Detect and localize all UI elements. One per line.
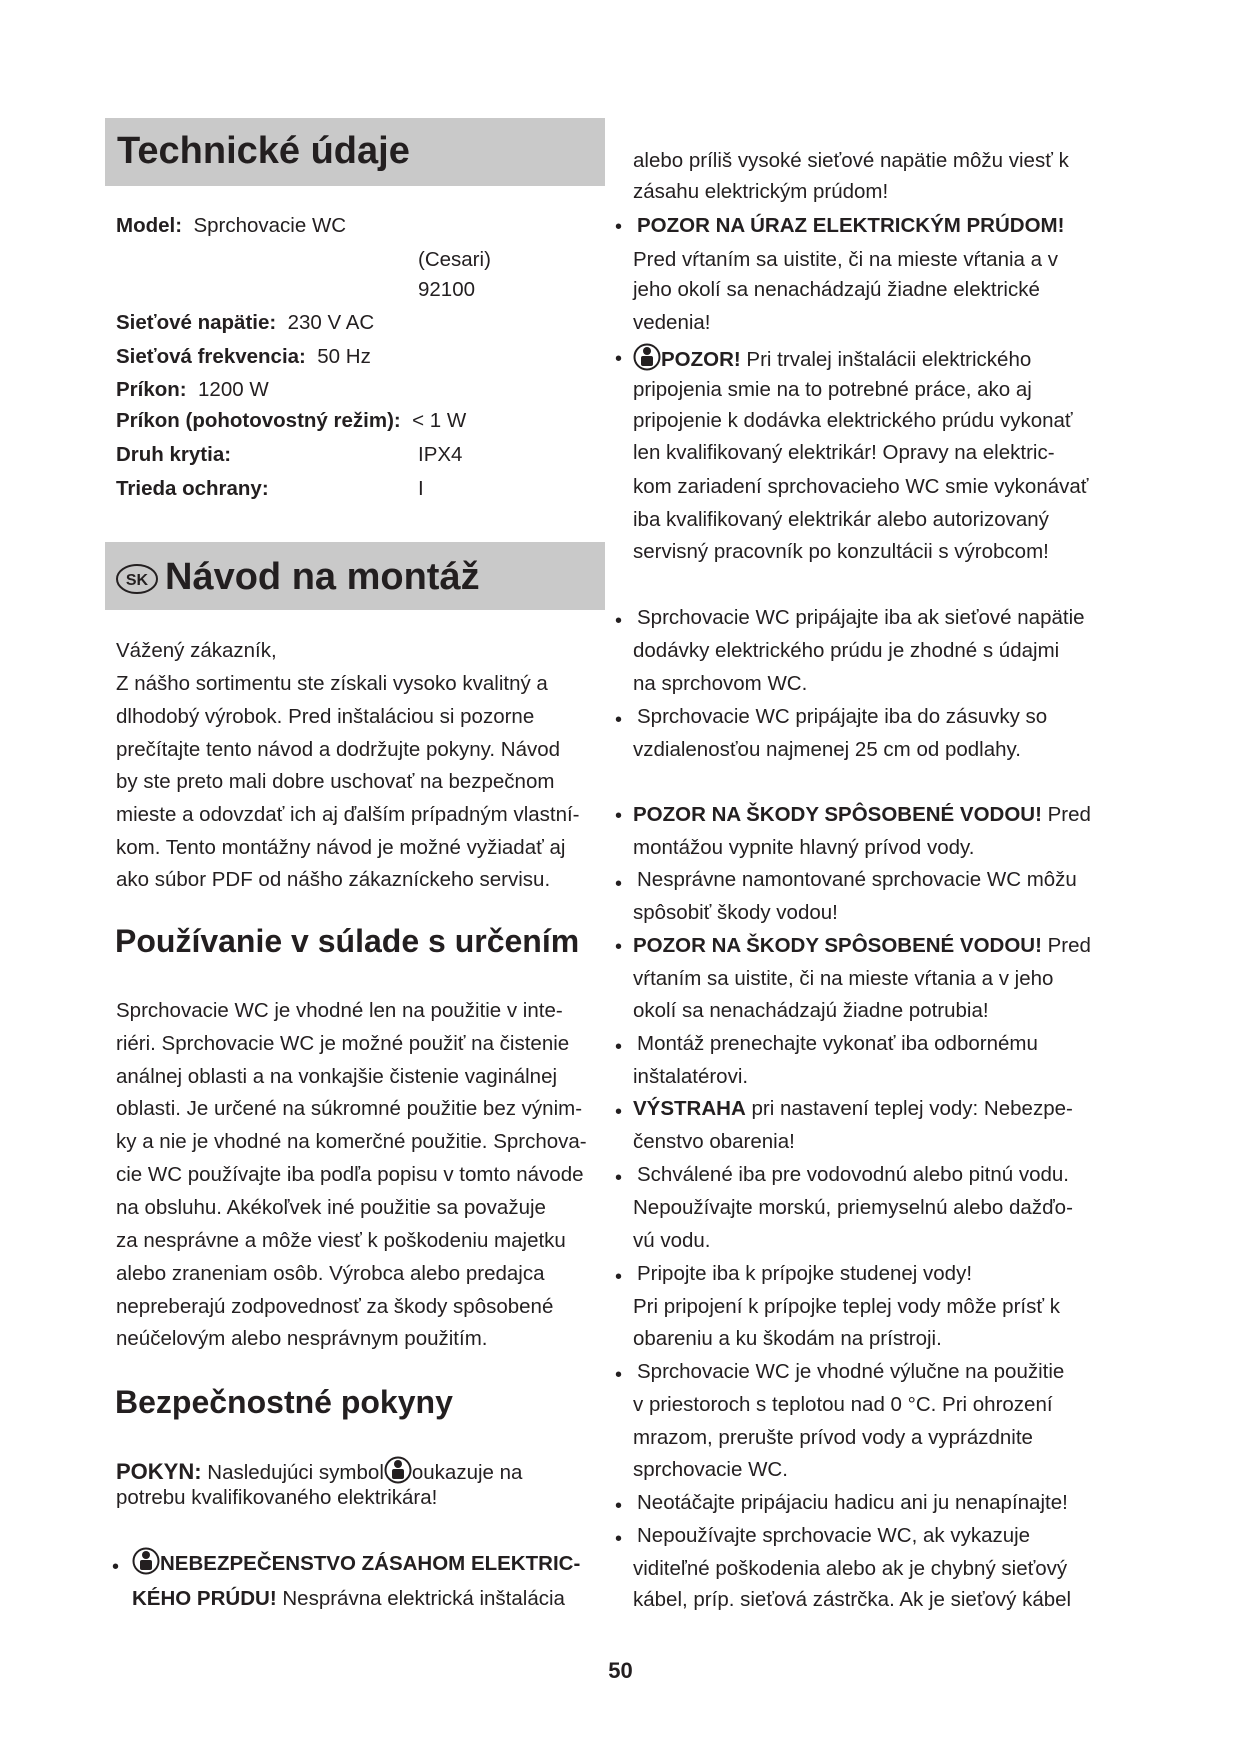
intro-line: mieste a odovzdať ich aj ďalším prípadným vlastní- (116, 803, 580, 826)
list-line: dodávky elektrického prúdu je zhodné s údajmi (633, 639, 1060, 662)
list-line: Pri pripojení k prípojke teplej vody môže prísť k (633, 1295, 1060, 1318)
spec-model-name: (Cesari) (418, 248, 491, 271)
usage-line: riéri. Sprchovacie WC je možné použiť na čistenie (116, 1032, 570, 1055)
list-line: Nepoužívajte sprchovacie WC, ak vykazuje (637, 1524, 1031, 1547)
list-line: v priestoroch s teplotou nad 0 °C. Pri ohrození (633, 1393, 1053, 1416)
list-line: Nepoužívajte morskú, priemyselnú alebo dažďo- (633, 1196, 1073, 1219)
electrician-icon (132, 1546, 160, 1576)
usage-line: alebo zraneniam osôb. Výrobca alebo predajca (116, 1262, 545, 1285)
usage-line: nepreberajú zodpovednosť za škody spôsobené (116, 1295, 554, 1318)
intro-line: Z nášho sortimentu ste získali vysoko kvalitný a (116, 672, 548, 695)
tech-header-bar (105, 118, 605, 186)
right-top-line: alebo príliš vysoké sieťové napätie môžu viesť k (633, 149, 1069, 172)
pokyn-line-2: potrebu kvalifikovaného elektrikára! (116, 1486, 438, 1509)
bullet-dot: • (112, 1556, 120, 1578)
bullet-dot: • (615, 936, 623, 958)
list-line: vŕtaním sa uistite, či na mieste vŕtania a v jeho (633, 967, 1054, 990)
bullet-dot: • (615, 610, 623, 632)
spec-standby: Príkon (pohotovostný režim): < 1 W (116, 409, 467, 432)
list-line: inštalatérovi. (633, 1065, 749, 1088)
svg-text:SK: SK (125, 571, 149, 589)
spec-voltage: Sieťové napätie: 230 V AC (116, 311, 375, 334)
electrician-icon (633, 342, 661, 372)
bullet-dot: • (615, 348, 623, 370)
usage-line: oblasti. Je určené na súkromné použitie bez výnim- (116, 1097, 583, 1120)
bullet-dot: • (615, 1036, 623, 1058)
bullet-dot: • (615, 1167, 623, 1189)
bullet-dot: • (615, 1528, 623, 1550)
uraz-line: Pred vŕtaním sa uistite, či na mieste vŕtania a v (633, 248, 1058, 271)
spec-model-number: 92100 (418, 278, 476, 301)
usage-line: ky a nie je vhodné na komerčné použitie. Sprchova- (116, 1130, 587, 1153)
pozor-line: kom zariadení sprchovacieho WC smie vykonávať (633, 475, 1089, 498)
spec-ip-label: Druh krytia: (116, 443, 232, 466)
list-line: na sprchovom WC. (633, 672, 808, 695)
list-line: POZOR NA ŠKODY SPÔSOBENÉ VODOU! Pred (633, 934, 1091, 957)
pozor-line: servisný pracovník po konzultácii s výrobcom! (633, 540, 1049, 563)
uraz-heading: POZOR NA ÚRAZ ELEKTRICKÝM PRÚDOM! (637, 214, 1065, 237)
list-line: viditeľné poškodenia alebo ak je chybný sieťový (633, 1557, 1068, 1580)
usage-line: za nesprávne a môže viesť k poškodeniu majetku (116, 1229, 566, 1252)
list-line: sprchovacie WC. (633, 1458, 788, 1481)
list-line: okolí sa nenachádzajú žiadne potrubia! (633, 999, 989, 1022)
spec-power: Príkon: 1200 W (116, 378, 269, 401)
uraz-line: vedenia! (633, 311, 711, 334)
list-line: VÝSTRAHA pri nastavení teplej vody: Nebezpe- (633, 1097, 1073, 1120)
page-number: 50 (608, 1658, 633, 1683)
bullet-dot: • (615, 805, 623, 827)
spec-model: Model: Sprchovacie WC (116, 214, 347, 237)
list-line: Pripojte iba k prípojke studenej vody! (637, 1262, 973, 1285)
list-line: čenstvo obarenia! (633, 1130, 795, 1153)
intro-line: ako súbor PDF od nášho zákazníckeho servisu. (116, 868, 551, 891)
sk-badge-icon (115, 562, 159, 596)
usage-line: neúčelovým alebo nesprávnym použitím. (116, 1327, 488, 1350)
pozor-line: iba kvalifikovaný elektrikár alebo autorizovaný (633, 508, 1049, 531)
list-line: Sprchovacie WC pripájajte iba do zásuvky so (637, 705, 1048, 728)
electrician-icon (384, 1455, 412, 1485)
list-line: spôsobiť škody vodou! (633, 901, 838, 924)
bullet-dot: • (615, 1495, 623, 1517)
spec-ip-value: IPX4 (418, 443, 463, 466)
uraz-line: jeho okolí sa nenachádzajú žiadne elektrické (633, 278, 1040, 301)
usage-title: Používanie v súlade s určením (115, 923, 580, 959)
pozor-first-line: POZOR! Pri trvalej inštalácii elektrického (633, 342, 1031, 372)
bullet-dot: • (615, 1101, 623, 1123)
montaz-header-bar (105, 542, 605, 610)
tech-title: Technické údaje (117, 130, 410, 172)
bullet-dot: • (615, 709, 623, 731)
montaz-title-wrap (115, 556, 480, 599)
safety-title: Bezpečnostné pokyny (115, 1384, 453, 1420)
usage-line: na obsluhu. Akékoľvek iné použitie sa považuje (116, 1196, 546, 1219)
intro-line: Vážený zákazník, (116, 639, 277, 662)
spec-class-label: Trieda ochrany: (116, 477, 269, 500)
montaz-title: Návod na montáž (165, 556, 480, 598)
list-line: Montáž prenechajte vykonať iba odbornému (637, 1032, 1038, 1055)
intro-line: kom. Tento montážny návod je možné vyžiadať aj (116, 836, 566, 859)
spec-frequency: Sieťová frekvencia: 50 Hz (116, 345, 371, 368)
list-line: mrazom, prerušte prívod vody a vyprázdnite (633, 1426, 1033, 1449)
list-line: Nesprávne namontované sprchovacie WC môžu (637, 868, 1077, 891)
list-line: Schválené iba pre vodovodnú alebo pitnú vodu. (637, 1163, 1069, 1186)
danger-line-1: NEBEZPEČENSTVO ZÁSAHOM ELEKTRIC- (132, 1546, 580, 1576)
usage-line: análnej oblasti a na vonkajšie čistenie vaginálnej (116, 1065, 558, 1088)
pozor-line: pripojenia smie na to potrebné práce, ako aj (633, 378, 1032, 401)
pokyn-line: POKYN: Nasledujúci symbol oukazuje na (116, 1455, 522, 1485)
bullet-dot: • (615, 1266, 623, 1288)
usage-line: cie WC používajte iba podľa popisu v tomto návode (116, 1163, 584, 1186)
spec-class-value: I (418, 477, 424, 500)
list-line: montážou vypnite hlavný prívod vody. (633, 836, 975, 859)
right-top-line: zásahu elektrickým prúdom! (633, 180, 889, 203)
list-line: vzdialenosťou najmenej 25 cm od podlahy. (633, 738, 1021, 761)
list-line: vú vodu. (633, 1229, 711, 1252)
bullet-dot: • (615, 216, 623, 238)
list-line: Sprchovacie WC pripájajte iba ak sieťové napätie (637, 606, 1085, 629)
list-line: obareniu a ku škodám na prístroji. (633, 1327, 942, 1350)
list-line: Sprchovacie WC je vhodné výlučne na použitie (637, 1360, 1065, 1383)
danger-line-2: KÉHO PRÚDU! Nesprávna elektrická inštalácia (132, 1587, 565, 1610)
intro-line: by ste preto mali dobre uschovať na bezpečnom (116, 770, 555, 793)
pozor-line: pripojenie k dodávka elektrického prúdu vykonať (633, 409, 1073, 432)
list-line: POZOR NA ŠKODY SPÔSOBENÉ VODOU! Pred (633, 803, 1091, 826)
list-line: Neotáčajte pripájaciu hadicu ani ju nenapínajte! (637, 1491, 1068, 1514)
intro-line: dlhodobý výrobok. Pred inštaláciou si pozorne (116, 705, 535, 728)
intro-line: prečítajte tento návod a dodržujte pokyny. Návod (116, 738, 561, 761)
bullet-dot: • (615, 1364, 623, 1386)
pozor-line: len kvalifikovaný elektrikár! Opravy na elektric- (633, 441, 1055, 464)
list-line: kábel, príp. sieťová zástrčka. Ak je sieťový kábel (633, 1588, 1072, 1611)
bullet-dot: • (615, 873, 623, 895)
usage-line: Sprchovacie WC je vhodné len na použitie v inte- (116, 999, 563, 1022)
